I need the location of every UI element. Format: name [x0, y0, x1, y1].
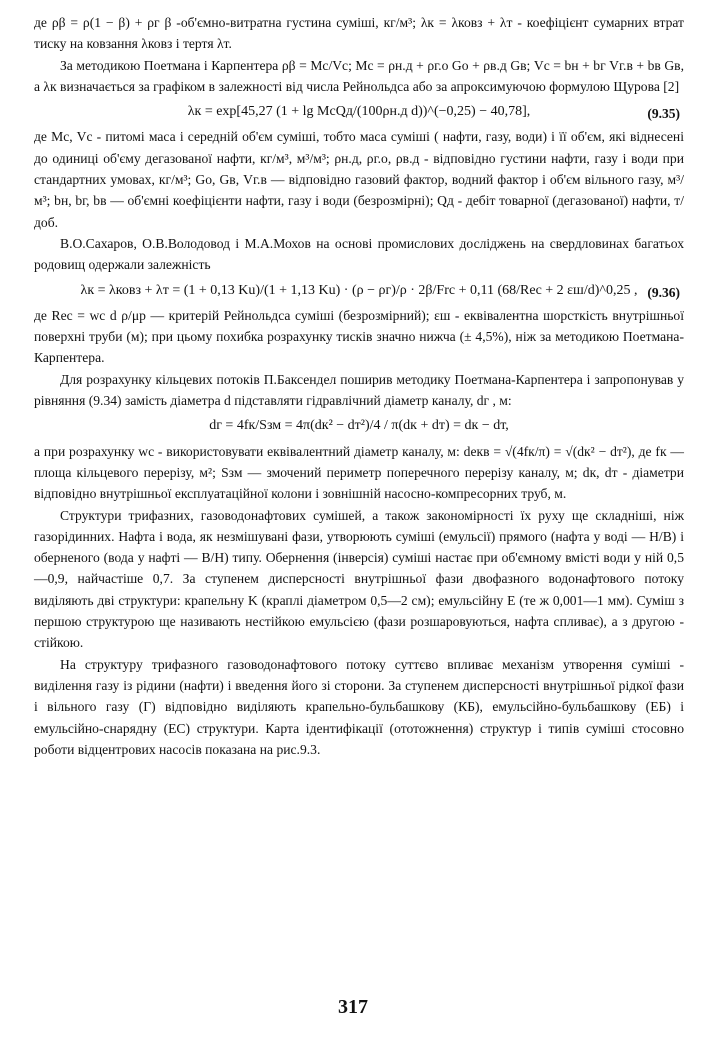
- paragraph-3: де Mc, Vc - питомі маса і середній об'єм суміші, тобто маса суміші ( нафти, газу, води) і її об'єм, які віднесені до одиниці об'єму дегазованої нафти, кг/м³, м³/м³; ρн.д, ρг.о, ρв.д - відповідно густини нафти, газу і води при стандартних умовах, кг/м³; Gо, Gв, Vг.в — відповідно газовий фактор, водний фактор і об'єм вільного газу, м³/м³; bн, bг, bв — об'ємні коефіцієнти нафти, газу і води (безрозмірні); Qд - дебіт товарної (дегазованої) нафти, т/доб.: [34, 129, 684, 230]
- paragraph-1: де ρβ = ρ(1 − β) + ρг β -об'ємно-витратна густина суміші, кг/м³; λк = λковз + λт - коефіцієнт сумарних втрат тиску на ковзання λковз і тертя λт.: [34, 15, 684, 52]
- equation-9-35: [34, 97, 684, 126]
- paragraph-4: В.О.Сахаров, О.В.Володовод і М.А.Мохов на основі промислових досліджень на свердловинах багатьох родовищ одержали залежність: [34, 235, 684, 273]
- equation-9-36: [34, 276, 684, 305]
- equation-9-35-number: (9.35): [647, 106, 680, 122]
- paragraph-8: Структури трифазних, газоводонафтових сумішей, а також закономірності їх руху ще складніші, ніж газорідинних. Нафта і вода, як незмішувані фази, утворюють суміші (емульсії) прямого (нафта у воді — Н/В) і оберненого (вода у нафті — В/Н) типу. Обернення (інверсія) суміші настає при об'ємному вмісті води у ній 0,5—0,9, найчастіше 0,7. За ступенем дисперсності внутрішньої фази двофазного водонафтового потоку виділяють дві структури: крапельну K (краплі діаметром 0,5—2 см); емульсійну E (те ж 0,001—1 мм). Суміш з першою структурою ще називають нестійкою емульсією (фази розшаровуються, нафта спливає), а з другою - стійкою.: [34, 507, 684, 651]
- paragraph-2: За методикою Поетмана і Карпентера ρβ = Mc/Vc; Mc = ρн.д + ρг.о Gо + ρв.д Gв; Vc = bн + bг Vг.в + bв Gв, а λк визначається за графіком в залежності від числа Рейнольдса або за апроксимуючою формулою Щурова [2]: [34, 57, 684, 94]
- paragraph-5: де Rec = wc d ρ/μр — критерій Рейнольдса суміші (безрозмірний); εш - еквівалентна шорсткість внутрішньої поверхні труби (м); при цьому похибка розрахунку тисків значно нижча (± 4,5%), ніж за методикою Поетмана-Карпентера.: [34, 307, 684, 366]
- paragraph-6: Для розрахунку кільцевих потоків П.Баксендел поширив методику Поетмана-Карпентера і запропонував у рівняння (9.34) замість діаметра d підставляти гідравлічний діаметр каналу, dг , м:: [34, 371, 684, 409]
- equation-9-35-body: λк = exp[45,27 (1 + lg McQд/(100ρн.д d))^(−0,25) − 40,78],: [187, 104, 531, 120]
- paragraph-7: а при розрахунку wc - використовувати еквівалентний діаметр каналу, м: dекв = √(4fк/π) = √(dк² − dт²), де fк — площа кільцевого перерізу, м²; Sзм — змочений периметр поперечного перерізу каналу, м; dк, dт - діаметри відповідно внутрішньої експлуатаційної колони і зовнішній насосно-компресорних труб, м.: [34, 443, 684, 502]
- equation-hydraulic-diameter: [34, 411, 684, 440]
- equation-9-36-number: (9.36): [647, 284, 680, 300]
- equation-9-36-body: λк = λковз + λт = (1 + 0,13 Ku)/(1 + 1,13 Ku) · (ρ − ρг)/ρ · 2β/Frc + 0,11 (68/Rec + 2 εш/d)^0,25 ,: [80, 282, 638, 298]
- paragraph-9: На структуру трифазного газоводонафтового потоку суттєво впливає механізм утворення суміші - виділення газу із рідини (нафти) і введення його зі сторони. За ступенем дисперсності внутрішньої рідкої фази і вільного газу (Г) відповідно виділяють крапельно-бульбашкову (КБ), емульсійно-бульбашкову (ЕБ) і емульсійно-снарядну (ЕС) структури. Карта ідентифікації (ототожнення) структур і типів суміші стосовно роботи відцентрових насосів показана на рис.9.3.: [34, 656, 684, 757]
- page-number: 317: [338, 996, 368, 1018]
- equation-hydraulic-diameter-body: dг = 4fк/Sзм = 4π(dк² − dт²)/4 / π(dк + dт) = dк − dт,: [209, 418, 509, 434]
- body-text: [34, 12, 684, 760]
